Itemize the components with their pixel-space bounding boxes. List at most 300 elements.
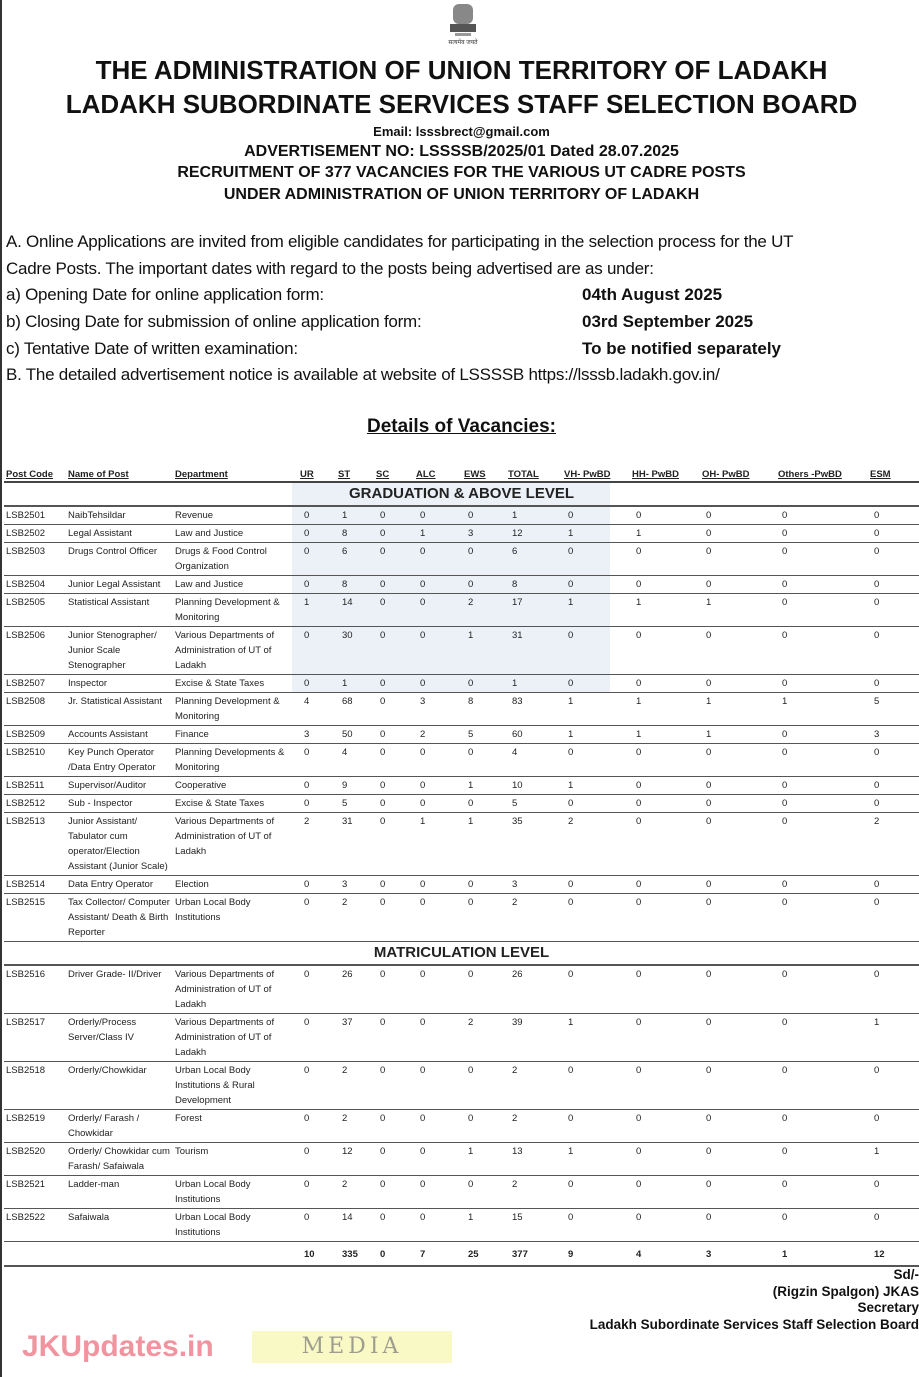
vacancy-count: 3	[298, 726, 336, 744]
vacancy-count: 0	[776, 795, 868, 813]
vacancy-count: 3	[414, 693, 462, 726]
vacancy-count: 0	[776, 777, 868, 795]
vacancy-count: 0	[414, 1014, 462, 1062]
vacancy-count: 0	[562, 627, 630, 675]
emblem-motto: सत्यमेव जयते	[448, 40, 478, 46]
vacancy-count: 0	[374, 965, 414, 1014]
vacancy-count: 0	[868, 675, 919, 693]
vacancy-count: 8	[336, 576, 374, 594]
vacancy-count: 0	[562, 965, 630, 1014]
vacancy-count: 0	[776, 543, 868, 576]
department: Drugs & Food Control Organization	[173, 543, 298, 576]
post-code: LSB2522	[4, 1209, 66, 1242]
vacancy-count: 0	[868, 1209, 919, 1242]
vacancy-count: 0	[414, 1176, 462, 1209]
department: Cooperative	[173, 777, 298, 795]
post-name: Ladder-man	[66, 1176, 173, 1209]
vacancy-count: 12	[336, 1143, 374, 1176]
national-emblem	[438, 0, 488, 50]
post-name: Orderly/Chowkidar	[66, 1062, 173, 1110]
vacancy-count: 1	[562, 1143, 630, 1176]
vacancy-count: 0	[562, 1062, 630, 1110]
post-name: Junior Stenographer/ Junior Scale Stenographer	[66, 627, 173, 675]
post-name: NaibTehsildar	[66, 506, 173, 525]
vacancy-count: 0	[562, 1176, 630, 1209]
vacancy-count: 5	[506, 795, 562, 813]
vacancy-count: 0	[414, 543, 462, 576]
vacancy-count: 0	[630, 1014, 700, 1062]
vacancy-count: 0	[298, 1110, 336, 1143]
vacancy-count: 4	[506, 744, 562, 777]
vacancy-count: 0	[630, 506, 700, 525]
vacancy-count: 1	[506, 675, 562, 693]
vacancy-count: 0	[868, 894, 919, 942]
vacancy-count: 0	[700, 1062, 776, 1110]
vacancy-count: 0	[700, 1209, 776, 1242]
vacancy-count: 8	[506, 576, 562, 594]
closing-date-label: b) Closing Date for submission of online application form:	[6, 312, 422, 331]
table-row	[4, 965, 919, 1014]
vacancy-count: 0	[776, 894, 868, 942]
vacancy-count: 0	[776, 594, 868, 627]
vacancy-count: 0	[868, 965, 919, 1014]
post-name: Data Entry Operator	[66, 876, 173, 894]
post-code: LSB2504	[4, 576, 66, 594]
vacancy-count: 15	[506, 1209, 562, 1242]
vacancy-count: 0	[776, 1110, 868, 1143]
post-name: Junior Assistant/ Tabulator cum operator/Election Assistant (Junior Scale)	[66, 813, 173, 876]
intro-line-2: Cadre Posts. The important dates with regard to the posts being advertised are as under:	[6, 259, 654, 278]
vacancy-count: 0	[298, 576, 336, 594]
column-header: Others -PwBD	[776, 468, 868, 482]
vacancy-count: 0	[562, 1209, 630, 1242]
vacancy-count: 0	[374, 627, 414, 675]
vacancy-count: 0	[562, 576, 630, 594]
total-count: 3	[700, 1242, 776, 1267]
vacancy-count: 0	[776, 1176, 868, 1209]
vacancy-count: 0	[562, 744, 630, 777]
column-header: TOTAL	[506, 468, 562, 482]
vacancy-count: 0	[776, 965, 868, 1014]
table-row	[4, 594, 919, 627]
column-header: HH- PwBD	[630, 468, 700, 482]
vacancy-count: 0	[868, 627, 919, 675]
vacancy-count: 0	[868, 594, 919, 627]
vacancy-count: 0	[868, 543, 919, 576]
vacancy-count: 9	[336, 777, 374, 795]
vacancy-count: 0	[700, 1110, 776, 1143]
vacancy-count: 0	[562, 894, 630, 942]
post-name: Jr. Statistical Assistant	[66, 693, 173, 726]
column-header: Name of Post	[66, 468, 173, 482]
vacancy-count: 0	[868, 744, 919, 777]
total-count: 10	[298, 1242, 336, 1267]
vacancy-count: 0	[298, 965, 336, 1014]
vacancy-count: 1	[336, 675, 374, 693]
vacancy-count: 0	[374, 876, 414, 894]
vacancy-count: 0	[298, 894, 336, 942]
vacancy-count: 1	[462, 1143, 506, 1176]
vacancy-count: 14	[336, 1209, 374, 1242]
section-row	[4, 482, 919, 506]
vacancy-count: 0	[776, 675, 868, 693]
vacancy-count: 0	[868, 576, 919, 594]
vacancy-count: 0	[630, 894, 700, 942]
vacancy-count: 5	[868, 693, 919, 726]
vacancy-count: 0	[414, 627, 462, 675]
post-code: LSB2516	[4, 965, 66, 1014]
vacancy-count: 0	[868, 1062, 919, 1110]
vacancy-count: 2	[414, 726, 462, 744]
vacancy-count: 0	[700, 744, 776, 777]
vacancy-count: 60	[506, 726, 562, 744]
section-row	[4, 942, 919, 966]
post-code: LSB2519	[4, 1110, 66, 1143]
vacancy-count: 0	[462, 576, 506, 594]
vacancy-count: 0	[298, 627, 336, 675]
table-row	[4, 1110, 919, 1143]
title-board: LADAKH SUBORDINATE SERVICES STAFF SELECTION BOARD	[65, 89, 858, 119]
vacancy-count: 2	[336, 894, 374, 942]
vacancy-count: 0	[630, 1062, 700, 1110]
vacancy-count: 0	[776, 627, 868, 675]
vacancy-count: 0	[700, 795, 776, 813]
post-code: LSB2510	[4, 744, 66, 777]
department: Excise & State Taxes	[173, 795, 298, 813]
vacancy-count: 0	[630, 1110, 700, 1143]
total-count: 4	[630, 1242, 700, 1267]
vacancy-count: 0	[630, 777, 700, 795]
vacancy-count: 0	[462, 1062, 506, 1110]
vacancy-count: 8	[336, 525, 374, 543]
table-row	[4, 876, 919, 894]
vacancy-count: 0	[374, 525, 414, 543]
vacancy-count: 68	[336, 693, 374, 726]
watermark-media: MEDIA	[252, 1331, 452, 1363]
vacancy-count: 3	[462, 525, 506, 543]
vacancy-count: 2	[336, 1176, 374, 1209]
vacancy-count: 0	[776, 576, 868, 594]
vacancy-count: 0	[868, 506, 919, 525]
vacancy-count: 6	[506, 543, 562, 576]
vacancy-count: 4	[336, 744, 374, 777]
vacancy-count: 0	[462, 506, 506, 525]
total-count: 335	[336, 1242, 374, 1267]
department: Tourism	[173, 1143, 298, 1176]
vacancy-count: 0	[700, 813, 776, 876]
vacancy-count: 0	[374, 894, 414, 942]
title-administration: THE ADMINISTRATION OF UNION TERRITORY OF LADAKH	[95, 55, 828, 85]
closing-date-value: 03rd September 2025	[582, 312, 754, 331]
column-header: ESM	[868, 468, 919, 482]
vacancy-count: 3	[868, 726, 919, 744]
vacancy-count: 0	[462, 675, 506, 693]
totals-spacer	[4, 1242, 298, 1267]
vacancy-count: 0	[776, 1014, 868, 1062]
vacancy-count: 31	[336, 813, 374, 876]
vacancy-count: 0	[298, 1176, 336, 1209]
vacancy-count: 0	[374, 1176, 414, 1209]
vacancy-count: 0	[700, 894, 776, 942]
total-count: 7	[414, 1242, 462, 1267]
vacancy-count: 0	[700, 525, 776, 543]
vacancy-count: 0	[374, 777, 414, 795]
vacancy-count: 4	[298, 693, 336, 726]
vacancy-count: 0	[700, 965, 776, 1014]
vacancies-title: Details of Vacancies:	[366, 416, 557, 437]
vacancy-count: 1	[562, 693, 630, 726]
vacancy-count: 14	[336, 594, 374, 627]
post-code: LSB2509	[4, 726, 66, 744]
vacancy-count: 0	[298, 543, 336, 576]
vacancy-count: 1	[462, 627, 506, 675]
signatory-organization: Ladakh Subordinate Services Staff Selection Board	[589, 1316, 919, 1332]
post-code: LSB2518	[4, 1062, 66, 1110]
table-row	[4, 1176, 919, 1209]
vacancy-count: 1	[462, 1209, 506, 1242]
table-row	[4, 726, 919, 744]
opening-date-label: a) Opening Date for online application form:	[6, 285, 324, 304]
vacancy-count: 2	[506, 1176, 562, 1209]
vacancy-count: 5	[336, 795, 374, 813]
post-name: Inspector	[66, 675, 173, 693]
vacancy-count: 0	[414, 1143, 462, 1176]
email: Email: lsssbrect@gmail.com	[373, 124, 550, 139]
vacancy-count: 0	[414, 795, 462, 813]
table-header-row	[4, 468, 919, 482]
vacancy-count: 2	[462, 594, 506, 627]
vacancy-count: 0	[562, 1110, 630, 1143]
table-row	[4, 525, 919, 543]
post-code: LSB2515	[4, 894, 66, 942]
vacancy-count: 1	[414, 813, 462, 876]
post-code: LSB2508	[4, 693, 66, 726]
vacancy-count: 0	[462, 543, 506, 576]
vacancy-count: 0	[298, 777, 336, 795]
vacancy-count: 0	[374, 675, 414, 693]
vacancy-count: 0	[298, 1143, 336, 1176]
post-name: Drugs Control Officer	[66, 543, 173, 576]
vacancy-count: 0	[414, 675, 462, 693]
department: Planning Developments & Monitoring	[173, 744, 298, 777]
department: Various Departments of Administration of UT of Ladakh	[173, 627, 298, 675]
column-header: EWS	[462, 468, 506, 482]
department: Law and Justice	[173, 525, 298, 543]
vacancy-count: 0	[868, 777, 919, 795]
vacancy-count: 0	[414, 1110, 462, 1143]
vacancy-count: 0	[700, 777, 776, 795]
vacancy-count: 0	[414, 965, 462, 1014]
vacancy-count: 0	[700, 1014, 776, 1062]
post-code: LSB2501	[4, 506, 66, 525]
table-row	[4, 1209, 919, 1242]
vacancy-count: 0	[868, 1176, 919, 1209]
vacancy-count: 0	[630, 1143, 700, 1176]
signature-sd: Sd/-	[893, 1267, 919, 1282]
vacancy-count: 0	[562, 675, 630, 693]
post-code: LSB2507	[4, 675, 66, 693]
vacancy-count: 31	[506, 627, 562, 675]
vacancy-count: 3	[506, 876, 562, 894]
column-header: ST	[336, 468, 374, 482]
vacancy-count: 0	[776, 876, 868, 894]
vacancy-count: 0	[374, 1143, 414, 1176]
vacancy-count: 0	[414, 1062, 462, 1110]
vacancy-count: 30	[336, 627, 374, 675]
vacancy-count: 0	[776, 1209, 868, 1242]
total-count: 377	[506, 1242, 562, 1267]
vacancy-count: 0	[562, 543, 630, 576]
vacancy-count: 0	[298, 876, 336, 894]
vacancy-count: 0	[462, 1176, 506, 1209]
vacancy-count: 0	[700, 675, 776, 693]
emblem-icon	[443, 0, 483, 40]
post-code: LSB2511	[4, 777, 66, 795]
table-row	[4, 1143, 919, 1176]
section-title: MATRICULATION LEVEL	[4, 942, 919, 966]
vacancy-count: 1	[298, 594, 336, 627]
post-code: LSB2506	[4, 627, 66, 675]
total-count: 1	[776, 1242, 868, 1267]
signature-block	[4, 1267, 919, 1333]
vacancy-count: 0	[374, 795, 414, 813]
vacancy-count: 0	[298, 1014, 336, 1062]
total-count: 12	[868, 1242, 919, 1267]
department: Planning Development & Monitoring	[173, 594, 298, 627]
vacancy-count: 1	[630, 594, 700, 627]
vacancy-count: 0	[630, 1176, 700, 1209]
vacancy-count: 0	[462, 1110, 506, 1143]
table-row	[4, 627, 919, 675]
vacancy-count: 1	[700, 726, 776, 744]
column-header: VH- PwBD	[562, 468, 630, 482]
vacancy-count: 1	[462, 777, 506, 795]
table-row	[4, 1014, 919, 1062]
vacancy-count: 0	[630, 576, 700, 594]
vacancy-count: 0	[630, 744, 700, 777]
vacancy-count: 1	[562, 1014, 630, 1062]
department: Excise & State Taxes	[173, 675, 298, 693]
table-row	[4, 795, 919, 813]
vacancy-count: 0	[298, 1062, 336, 1110]
vacancy-count: 1	[414, 525, 462, 543]
department: Urban Local Body Institutions	[173, 1209, 298, 1242]
opening-date-value: 04th August 2025	[582, 285, 723, 304]
vacancy-count: 0	[776, 1143, 868, 1176]
vacancy-count: 0	[414, 576, 462, 594]
vacancy-count: 0	[374, 576, 414, 594]
department: Planning Development & Monitoring	[173, 693, 298, 726]
vacancy-count: 0	[374, 1209, 414, 1242]
vacancy-count: 2	[298, 813, 336, 876]
vacancy-count: 0	[630, 1209, 700, 1242]
vacancy-count: 3	[336, 876, 374, 894]
department: Forest	[173, 1110, 298, 1143]
post-name: Sub - Inspector	[66, 795, 173, 813]
vacancy-count: 0	[462, 795, 506, 813]
table-row	[4, 693, 919, 726]
vacancy-count: 0	[630, 543, 700, 576]
table-row	[4, 777, 919, 795]
vacancy-count: 0	[462, 744, 506, 777]
post-code: LSB2514	[4, 876, 66, 894]
vacancy-count: 0	[868, 525, 919, 543]
department: Revenue	[173, 506, 298, 525]
column-header: Post Code	[4, 468, 66, 482]
vacancy-count: 1	[562, 594, 630, 627]
vacancy-count: 8	[462, 693, 506, 726]
vacancy-count: 1	[700, 594, 776, 627]
vacancy-count: 5	[462, 726, 506, 744]
vacancy-count: 10	[506, 777, 562, 795]
vacancy-count: 2	[868, 813, 919, 876]
post-code: LSB2517	[4, 1014, 66, 1062]
vacancy-count: 2	[562, 813, 630, 876]
vacancy-count: 0	[374, 1062, 414, 1110]
column-header: Department	[173, 468, 298, 482]
post-name: Key Punch Operator /Data Entry Operator	[66, 744, 173, 777]
vacancy-count: 0	[414, 744, 462, 777]
vacancy-count: 0	[414, 594, 462, 627]
vacancy-count: 2	[336, 1062, 374, 1110]
vacancy-count: 0	[562, 506, 630, 525]
vacancy-count: 0	[776, 1062, 868, 1110]
column-header: ALC	[414, 468, 462, 482]
vacancy-count: 0	[700, 876, 776, 894]
department: Urban Local Body Institutions & Rural Development	[173, 1062, 298, 1110]
vacancy-count: 0	[700, 506, 776, 525]
vacancy-count: 2	[506, 1110, 562, 1143]
post-name: Orderly/Process Server/Class IV	[66, 1014, 173, 1062]
post-code: LSB2505	[4, 594, 66, 627]
table-row	[4, 1062, 919, 1110]
table-row	[4, 894, 919, 942]
vacancy-count: 0	[462, 894, 506, 942]
total-count: 0	[374, 1242, 414, 1267]
column-header: UR	[298, 468, 336, 482]
vacancy-count: 0	[776, 726, 868, 744]
vacancy-count: 0	[630, 675, 700, 693]
vacancy-count: 26	[506, 965, 562, 1014]
vacancy-count: 0	[374, 1014, 414, 1062]
vacancy-count: 50	[336, 726, 374, 744]
vacancy-count: 0	[700, 1143, 776, 1176]
vacancy-count: 1	[506, 506, 562, 525]
vacancy-count: 0	[414, 876, 462, 894]
post-code: LSB2520	[4, 1143, 66, 1176]
vacancy-count: 1	[562, 777, 630, 795]
table-row	[4, 576, 919, 594]
table-row	[4, 675, 919, 693]
post-name: Driver Grade- II/Driver	[66, 965, 173, 1014]
vacancy-count: 0	[298, 675, 336, 693]
vacancy-table	[4, 468, 919, 1267]
post-code: LSB2521	[4, 1176, 66, 1209]
vacancy-count: 0	[374, 726, 414, 744]
vacancy-count: 1	[562, 726, 630, 744]
vacancy-count: 0	[462, 965, 506, 1014]
vacancy-count: 0	[700, 627, 776, 675]
vacancy-count: 0	[374, 506, 414, 525]
vacancy-count: 0	[868, 1110, 919, 1143]
total-count: 9	[562, 1242, 630, 1267]
vacancy-count: 0	[700, 543, 776, 576]
vacancy-count: 1	[630, 525, 700, 543]
vacancy-count: 0	[700, 1176, 776, 1209]
vacancy-count: 0	[776, 744, 868, 777]
intro-line-1: A. Online Applications are invited from eligible candidates for participating in the selection process for the UT	[6, 232, 794, 251]
department: Law and Justice	[173, 576, 298, 594]
